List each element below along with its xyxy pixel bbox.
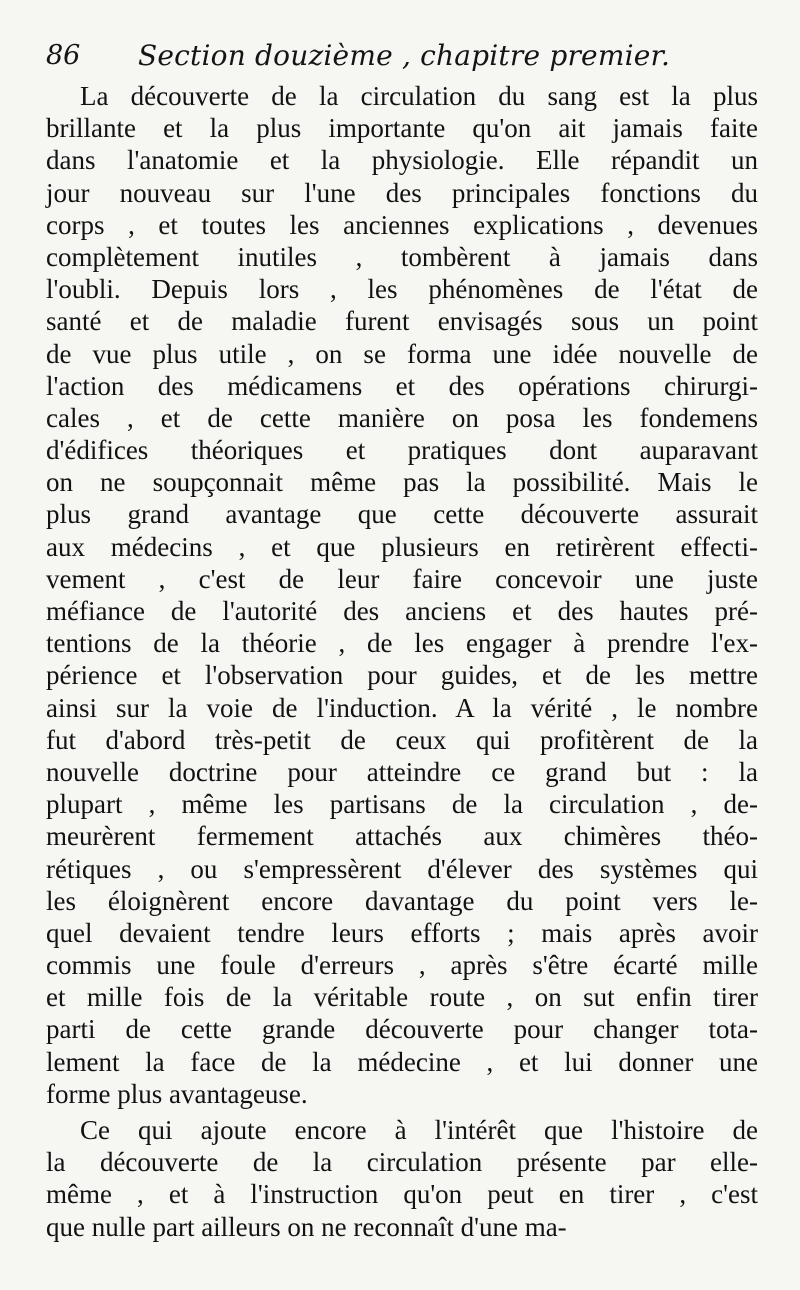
text-line: et mille fois de la véritable route , on sut enfin tirer: [46, 982, 758, 1013]
text-line: lement la face de la médecine , et lui donner une: [46, 1046, 758, 1077]
text-line: la découverte de la circulation présente par elle-: [46, 1147, 758, 1178]
running-title: Section douzième , chapitre premier.: [138, 39, 671, 72]
text-line: Ce qui ajoute encore à l'intérêt que l'histoire de: [80, 1115, 758, 1145]
text-line: d'édifices théoriques et pratiques dont auparavant: [46, 435, 758, 466]
text-line: on ne soupçonnait même pas la possibilité. Mais le: [46, 467, 758, 498]
text-line: brillante et la plus importante qu'on ait jamais faite: [46, 113, 758, 144]
paragraph: [46, 80, 758, 1110]
text-line: corps , et toutes les anciennes explications , devenues: [46, 209, 758, 240]
text-line: forme plus avantageuse.: [46, 1078, 308, 1109]
text-line: quel devaient tendre leurs efforts ; mais après avoir: [46, 917, 758, 948]
text-line: commis une foule d'erreurs , après s'être écarté mille: [46, 950, 758, 981]
paragraph: [46, 1114, 758, 1243]
text-line: rétiques , ou s'empressèrent d'élever des systèmes qui: [46, 853, 758, 884]
text-line: La découverte de la circulation du sang est la plus: [80, 81, 758, 111]
text-line: ainsi sur la voie de l'induction. A la vérité , le nombre: [46, 692, 758, 723]
page-header: [46, 36, 746, 76]
text-line: fut d'abord très-petit de ceux qui profitèrent de la: [46, 724, 758, 755]
text-line: jour nouveau sur l'une des principales fonctions du: [46, 177, 758, 208]
page-number: 86: [46, 40, 81, 71]
text-line: plupart , même les partisans de la circulation , de-: [46, 789, 758, 820]
text-line: aux médecins , et que plusieurs en retirèrent effecti-: [46, 531, 758, 562]
text-line: de vue plus utile , on se forma une idée nouvelle de: [46, 338, 758, 369]
text-line: les éloignèrent encore davantage du point vers le-: [46, 885, 758, 916]
text-line: parti de cette grande découverte pour changer tota-: [46, 1014, 758, 1045]
text-line: méfiance de l'autorité des anciens et des hautes pré-: [46, 596, 758, 626]
text-line: dans l'anatomie et la physiologie. Elle répandit un: [46, 145, 758, 176]
text-line: périence et l'observation pour guides, et de les mettre: [46, 660, 758, 691]
text-line: nouvelle doctrine pour atteindre ce grand but : la: [46, 756, 758, 787]
text-line: vement , c'est de leur faire concevoir une juste: [46, 563, 758, 594]
text-line: complètement inutiles , tombèrent à jamais dans: [46, 241, 758, 272]
text-line: meurèrent fermement attachés aux chimères théo-: [46, 821, 758, 852]
text-line: santé et de maladie furent envisagés sous un point: [46, 306, 758, 337]
text-line: l'action des médicamens et des opérations chirurgi-: [46, 370, 758, 401]
text-line: cales , et de cette manière on posa les fondemens: [46, 402, 758, 433]
text-line: que nulle part ailleurs on ne reconnaît d'une ma-: [46, 1211, 567, 1242]
text-line: l'oubli. Depuis lors , les phénomènes de l'état de: [46, 274, 758, 305]
text-line: même , et à l'instruction qu'on peut en tirer , c'est: [46, 1179, 758, 1210]
text-line: tentions de la théorie , de les engager à prendre l'ex-: [46, 628, 758, 659]
text-line: plus grand avantage que cette découverte assurait: [46, 499, 758, 530]
body-text: [46, 80, 758, 1243]
